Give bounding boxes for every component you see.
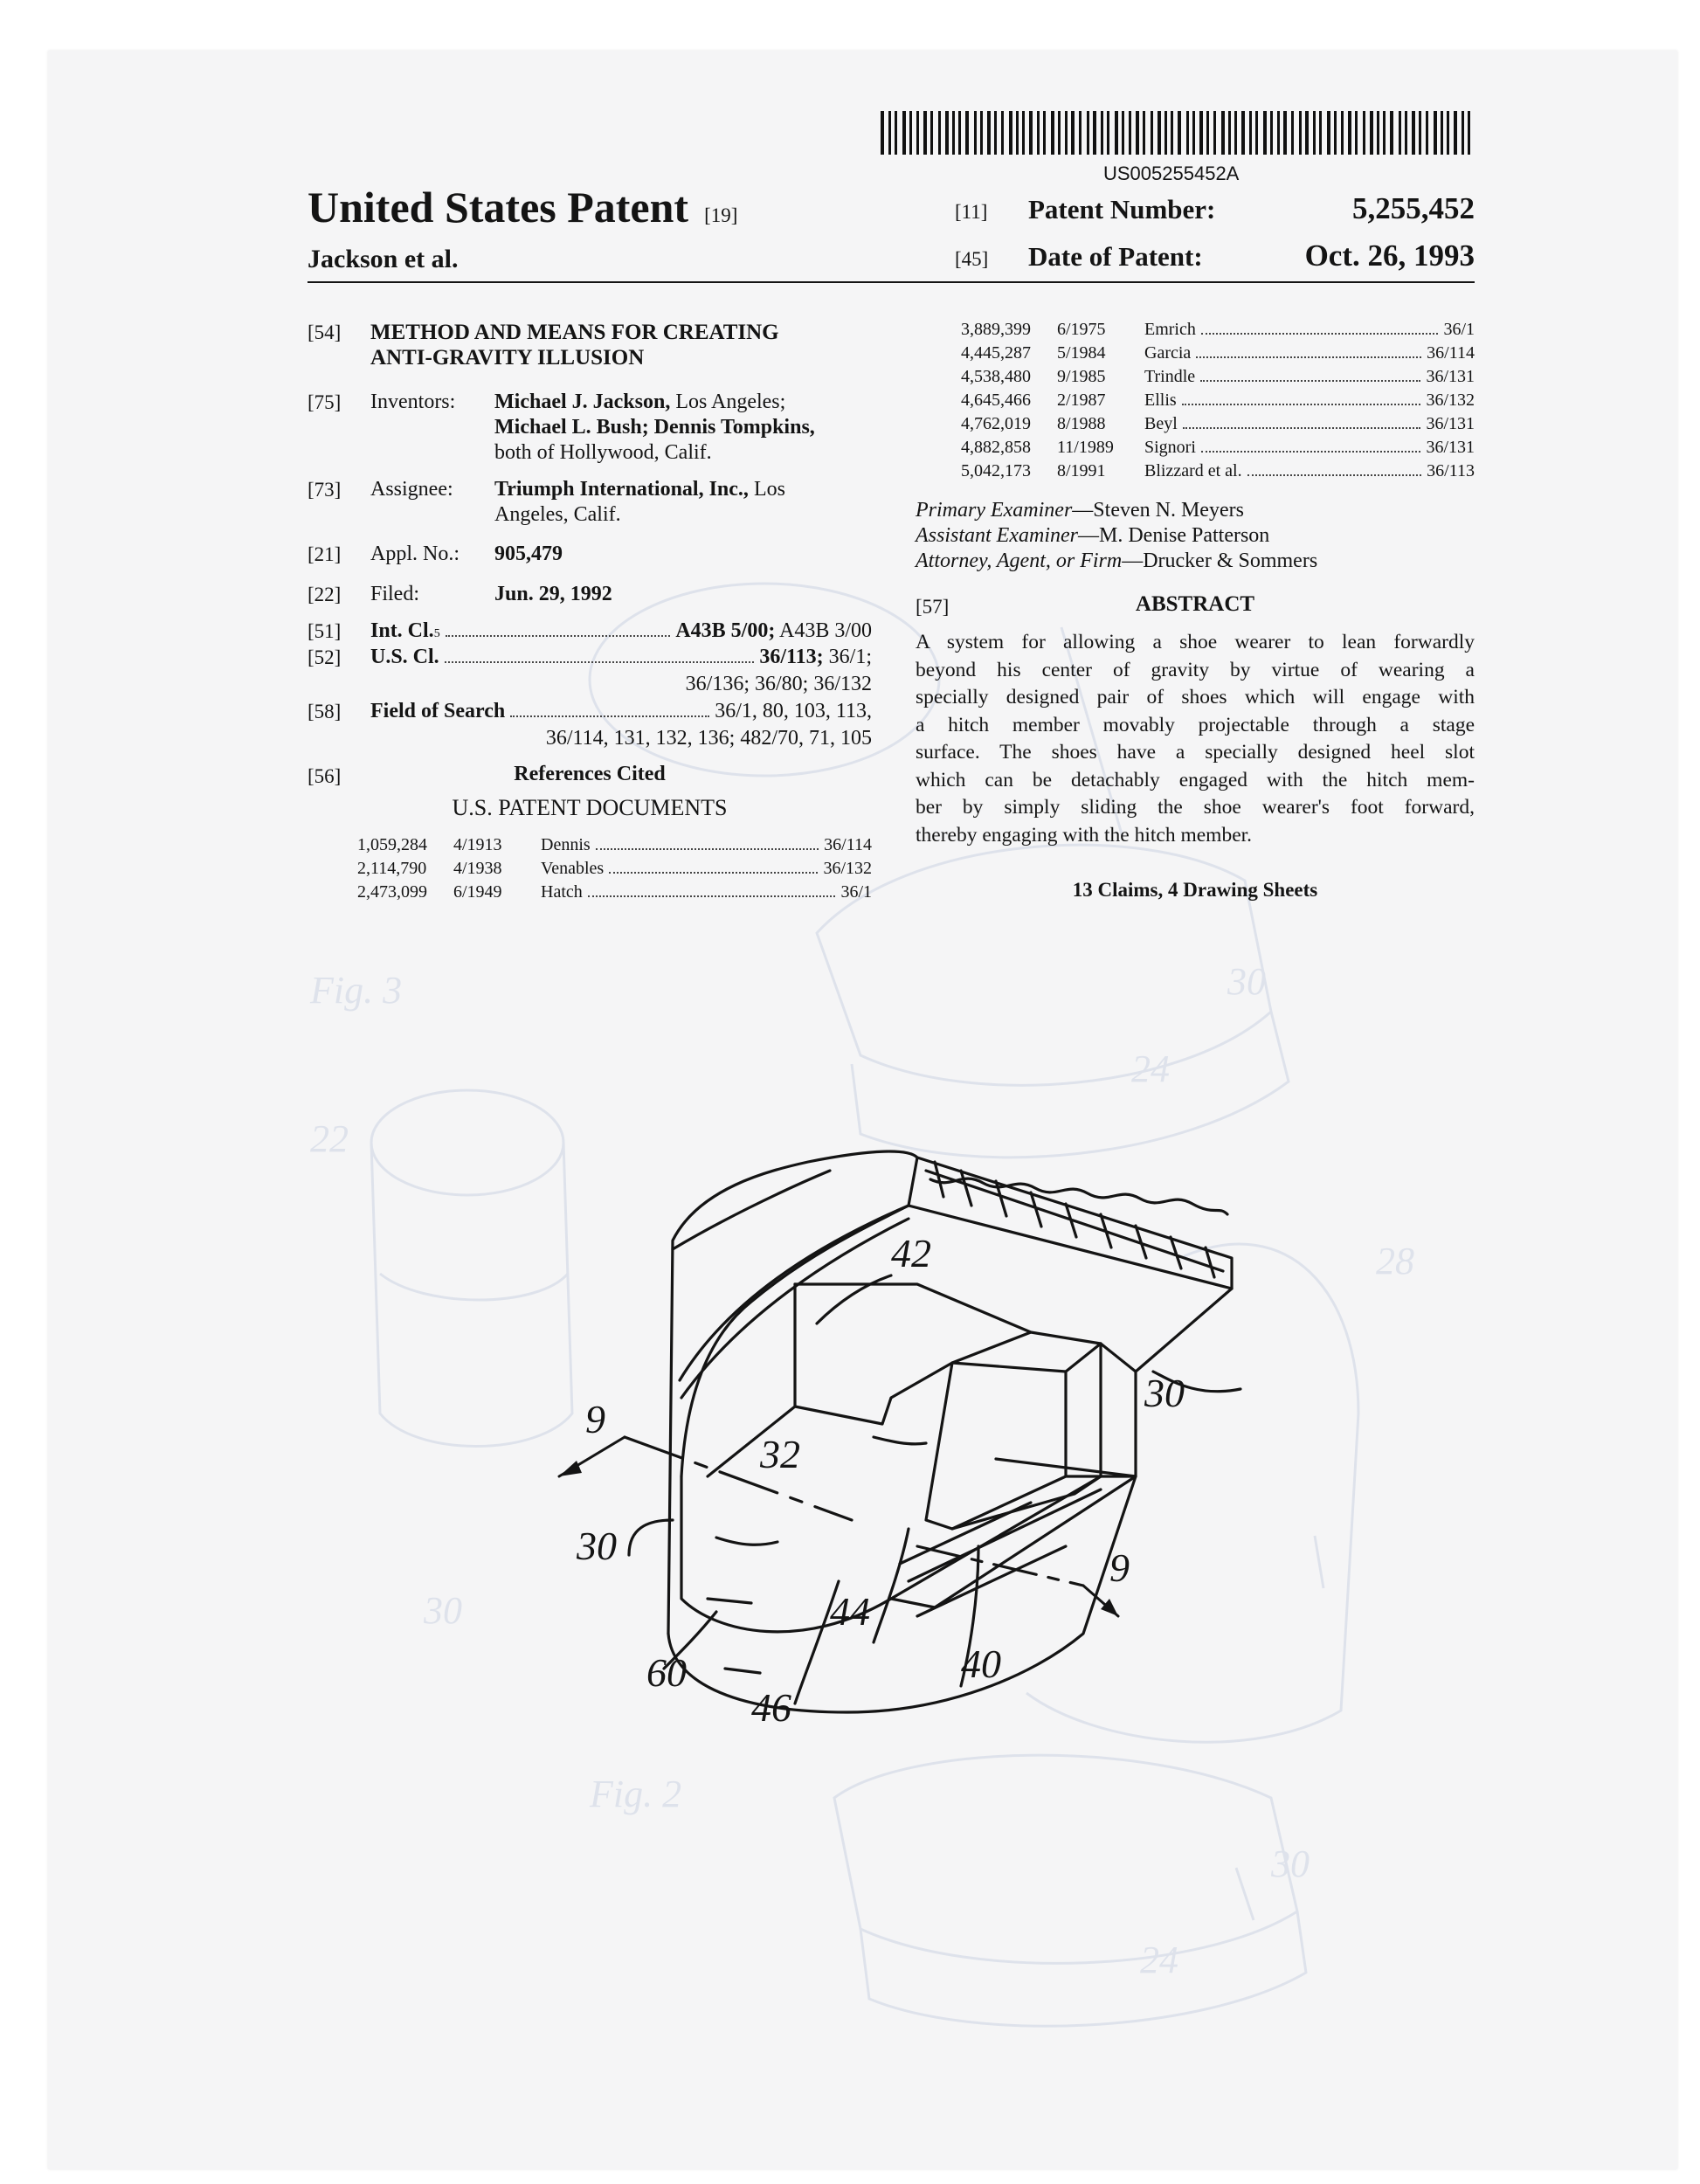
list-item: [961, 365, 1475, 389]
ref-number: 3,889,399: [961, 320, 1031, 339]
ref-label-42: 42: [891, 1231, 931, 1275]
svg-text:28: 28: [1376, 1240, 1414, 1282]
attorney: [916, 549, 1475, 574]
barcode-bar: [1363, 111, 1365, 155]
inventor23-names: Michael L. Bush; Dennis Tompkins,: [494, 416, 815, 439]
ref-label-30-right: 30: [1144, 1371, 1185, 1415]
barcode-bar: [1341, 111, 1344, 155]
barcode-bar: [895, 111, 897, 155]
uscl-row: [370, 645, 872, 670]
uscl-value-rest: 36/1;: [823, 646, 872, 668]
attorney-name: —Drucker & Sommers: [1122, 549, 1318, 572]
patent-number: 5,255,452: [1352, 191, 1475, 225]
barcode-bar: [945, 111, 949, 155]
assistant-examiner: [916, 523, 1475, 549]
barcode-bar: [1291, 111, 1294, 155]
ref-date: 6/1975: [1057, 320, 1106, 339]
sole-outline: [668, 1476, 1136, 1712]
ref-number: 4,882,858: [961, 438, 1031, 457]
barcode-bar: [1454, 111, 1457, 155]
ref-name: Garcia: [1144, 343, 1192, 363]
header-left: [308, 182, 737, 232]
barcode-bar: [1087, 111, 1089, 155]
barcode-bar: [958, 111, 961, 155]
ref-number: 4,538,480: [961, 367, 1031, 386]
abstract-line: beyond his center of gravity by virtue of wearing a: [916, 658, 1475, 681]
leader-42: [817, 1275, 891, 1324]
barcode-bar: [1277, 111, 1280, 155]
svg-text:Fig. 3: Fig. 3: [310, 969, 403, 1012]
refs-subheading: U.S. PATENT DOCUMENTS: [452, 795, 728, 820]
barcode: [881, 111, 1475, 155]
ref-number: 2,473,099: [357, 882, 427, 902]
barcode-bar: [1327, 111, 1330, 155]
svg-text:30: 30: [1271, 1842, 1310, 1885]
barcode-bar: [923, 111, 927, 155]
barcode-bar: [1043, 111, 1046, 155]
ref-label-46: 46: [751, 1685, 791, 1730]
top-strip: [909, 1158, 1232, 1289]
appl-code: [21]: [308, 543, 342, 565]
heel-plate-lines: [900, 1489, 1101, 1616]
ref-date: 4/1938: [453, 859, 502, 878]
intcl-value-bold: A43B 5/00;: [675, 619, 776, 642]
barcode-bar: [930, 111, 933, 155]
leader-dots: [1183, 427, 1421, 429]
svg-text:Fig. 2: Fig. 2: [590, 1773, 682, 1815]
inventor-location: both of Hollywood, Calif.: [494, 441, 712, 464]
inventor1-name: Michael J. Jackson,: [494, 390, 671, 413]
shoe-collar: [668, 1151, 917, 1634]
ref-name: Emrich: [1144, 320, 1196, 339]
barcode-bar: [1355, 111, 1358, 155]
barcode-bar: [952, 111, 955, 155]
right-refs-list: [961, 318, 1475, 483]
ref-name: Ellis: [1144, 390, 1177, 410]
ref-class: 36/132: [1426, 390, 1475, 410]
fos-line2: 36/114, 131, 132, 136; 482/70, 71, 105: [545, 727, 872, 750]
abstract-line: which can be detachably engaged with the hitch mem-: [916, 768, 1475, 791]
title-field-code: [54]: [308, 321, 342, 343]
abstract-line: specially designed pair of shoes which will engage with: [916, 686, 1475, 708]
barcode-bar: [994, 111, 997, 155]
leader-dots: [596, 848, 819, 850]
barcode-bar: [1434, 111, 1437, 155]
leader-dots: [445, 661, 755, 663]
attorney-label: Attorney, Agent, or Firm: [916, 549, 1123, 572]
patent-number-code: [11]: [955, 201, 988, 223]
date-code: [45]: [955, 248, 989, 270]
ref-label-60: 60: [646, 1650, 687, 1695]
abstract-heading: ABSTRACT: [1135, 592, 1255, 616]
barcode-bar: [881, 111, 884, 155]
ref-class: 36/131: [1426, 438, 1475, 457]
examiners: [916, 498, 1475, 574]
uscl-label: U.S. Cl.: [370, 646, 439, 668]
invention-title-line1: METHOD AND MEANS FOR CREATING: [370, 321, 779, 344]
abstract-code: [57]: [916, 596, 950, 618]
barcode-bar: [1071, 111, 1075, 155]
abstract-body: [916, 629, 1475, 849]
fos-code: [58]: [308, 701, 342, 722]
patent-office-title: United States Patent: [308, 183, 689, 232]
ref-date: 2/1987: [1057, 390, 1106, 410]
barcode-bar: [1441, 111, 1443, 155]
date-row: [955, 238, 1475, 276]
ref-date: 11/1989: [1057, 438, 1114, 457]
intcl-label: Int. Cl.: [370, 619, 434, 642]
barcode-bar: [1079, 111, 1082, 155]
abstract-line: a hitch member movably projectable through a stage: [916, 713, 1475, 736]
ref-date: 5/1984: [1057, 343, 1106, 363]
barcode-bar: [1234, 111, 1237, 155]
ref-class: 36/114: [1427, 343, 1475, 363]
intcl-value-rest: A43B 3/00: [775, 619, 872, 642]
barcode-bar: [916, 111, 919, 155]
ref-date: 8/1988: [1057, 414, 1106, 433]
uscl-code: [52]: [308, 646, 342, 668]
ref-number: 5,042,173: [961, 461, 1031, 480]
ref-number: 1,059,284: [357, 835, 427, 854]
inventors-code: [75]: [308, 391, 342, 413]
barcode-bar: [1164, 111, 1167, 155]
leader-dots: [588, 895, 836, 897]
ref-class: 36/131: [1426, 367, 1475, 386]
list-item: [961, 318, 1475, 342]
claims-summary: 13 Claims, 4 Drawing Sheets: [1072, 879, 1318, 901]
leader-dots: [1201, 333, 1439, 335]
barcode-bar: [1115, 111, 1118, 155]
list-item: [357, 881, 872, 904]
uscl-value-bold: 36/113;: [759, 646, 824, 668]
fos-line1: 36/1, 80, 103, 113,: [715, 700, 872, 722]
svg-text:22: 22: [310, 1117, 349, 1160]
barcode-bar: [1206, 111, 1209, 155]
list-item: [961, 460, 1475, 483]
barcode-bar: [1334, 111, 1337, 155]
section-arrowhead-right: [1101, 1599, 1118, 1616]
patent-number-label: Patent Number:: [1028, 194, 1216, 225]
leader-dots: [1201, 451, 1421, 453]
barcode-bar: [1122, 111, 1124, 155]
barcode-bar: [1158, 111, 1161, 155]
primary-examiner: [916, 498, 1475, 523]
barcode-bar: [1377, 111, 1379, 155]
ref-name: Venables: [541, 859, 605, 878]
barcode-bar: [1136, 111, 1139, 155]
patent-number-row: [955, 191, 1475, 229]
assignee-label: Assignee:: [370, 478, 453, 501]
inventor-short: Jackson et al.: [308, 245, 459, 273]
barcode-bar: [987, 111, 991, 155]
barcode-bar: [1405, 111, 1407, 155]
leader-dots: [446, 635, 671, 637]
ref-name: Trindle: [1144, 367, 1196, 386]
refs-code: [56]: [308, 765, 342, 787]
barcode-bar: [1192, 111, 1195, 155]
abstract-line: ber by simply sliding the shoe wearer's foot forward,: [916, 796, 1475, 819]
barcode-bar: [1199, 111, 1203, 155]
appl-number: 905,479: [494, 543, 563, 565]
assignee-code: [73]: [308, 479, 342, 501]
leader-dots: [1200, 380, 1420, 382]
barcode-bar: [1283, 111, 1287, 155]
ref-name: Dennis: [541, 835, 591, 854]
barcode-bar: [974, 111, 977, 155]
list-item: [961, 436, 1475, 460]
leader-dots: [510, 715, 709, 717]
svg-text:30: 30: [424, 1589, 462, 1632]
section-line: [625, 1437, 852, 1520]
ref-name: Hatch: [541, 882, 583, 902]
list-item: [961, 412, 1475, 436]
assignee-value: [494, 477, 872, 528]
ref-date: 8/1991: [1057, 461, 1106, 480]
barcode-bar: [1348, 111, 1351, 155]
leader-30-left: [629, 1520, 673, 1555]
barcode-bar: [1426, 111, 1428, 155]
ref-name: Blizzard et al.: [1144, 461, 1242, 480]
filed-code: [22]: [308, 584, 342, 605]
intcl-row: [370, 619, 872, 646]
ref-number: 4,645,466: [961, 390, 1031, 410]
ref-date: 9/1985: [1057, 367, 1106, 386]
barcode-bar: [1129, 111, 1131, 155]
barcode-bar: [1151, 111, 1153, 155]
primary-examiner-label: Primary Examiner: [916, 499, 1073, 522]
ref-date: 6/1949: [453, 882, 502, 902]
svg-text:24: 24: [1131, 1047, 1170, 1090]
barcode-bar: [1051, 111, 1054, 155]
ref-class: 36/1: [840, 882, 872, 902]
title-code: [19]: [704, 204, 738, 226]
barcode-bar: [1065, 111, 1068, 155]
barcode-bar: [1037, 111, 1040, 155]
barcode-bar: [1419, 111, 1421, 155]
barcode-bar: [902, 111, 906, 155]
assignee-place2: Angeles, Calif.: [494, 503, 621, 526]
cavity-ledge: [795, 1332, 1031, 1424]
barcode-bar: [1029, 111, 1033, 155]
ref-name: Signori: [1144, 438, 1196, 457]
barcode-bar: [1241, 111, 1245, 155]
fos-label: Field of Search: [370, 700, 506, 722]
inventors-value: [494, 390, 872, 466]
ref-number: 4,445,287: [961, 343, 1031, 363]
left-refs-list: [357, 833, 872, 904]
ref-number: 2,114,790: [357, 859, 427, 878]
abstract-line: surface. The shoes have a specially designed heel slot: [916, 741, 1475, 764]
primary-examiner-name: —Steven N. Meyers: [1072, 499, 1244, 522]
section-arrowhead-left: [559, 1461, 582, 1476]
ref-label-32: 32: [760, 1432, 800, 1476]
leader-dots: [1196, 356, 1421, 358]
barcode-bar: [1249, 111, 1252, 155]
assistant-examiner-label: Assistant Examiner: [916, 524, 1078, 547]
barcode-bar: [1213, 111, 1216, 155]
barcode-bar: [1101, 111, 1103, 155]
leader-44: [874, 1529, 909, 1642]
ref-label-9-right: 9: [1109, 1545, 1130, 1590]
leader-32: [874, 1437, 926, 1444]
patent-date: Oct. 26, 1993: [1304, 238, 1475, 273]
barcode-bar: [1143, 111, 1145, 155]
barcode-bar: [1319, 111, 1322, 155]
leader-dots: [1182, 404, 1421, 405]
date-label: Date of Patent:: [1028, 241, 1203, 272]
header-rule: [308, 281, 1475, 283]
barcode-bar: [1171, 111, 1173, 155]
barcode-bar: [1001, 111, 1004, 155]
refs-heading: References Cited: [514, 763, 666, 785]
list-item: [961, 342, 1475, 365]
filed-date: Jun. 29, 1992: [494, 583, 612, 605]
assignee-name: Triumph International, Inc.,: [494, 478, 749, 501]
barcode-bar: [1399, 111, 1401, 155]
svg-text:24: 24: [1140, 1939, 1178, 1981]
barcode-bar: [1178, 111, 1181, 155]
ref-class: 36/114: [824, 835, 872, 854]
barcode-bar: [1228, 111, 1231, 155]
barcode-bar: [1299, 111, 1302, 155]
barcode-bar: [938, 111, 941, 155]
barcode-bar: [1370, 111, 1373, 155]
intcl-sup: 5: [433, 627, 440, 640]
barcode-bar: [1016, 111, 1019, 155]
barcode-bar: [909, 111, 912, 155]
barcode-bar: [1447, 111, 1449, 155]
leader-dots: [1247, 474, 1422, 476]
appl-label: Appl. No.:: [370, 543, 460, 565]
barcode-bar: [1462, 111, 1464, 155]
leader-dots: [609, 872, 818, 874]
barcode-bar: [980, 111, 983, 155]
inventor1-place: Los Angeles;: [670, 390, 786, 413]
ref-label-44: 44: [830, 1589, 870, 1634]
barcode-bar: [1022, 111, 1025, 155]
barcode-bar: [1383, 111, 1386, 155]
list-item: [357, 857, 872, 881]
ref-label-40: 40: [961, 1641, 1001, 1686]
barcode-bar: [1221, 111, 1225, 155]
barcode-bar: [1255, 111, 1258, 155]
list-item: [961, 389, 1475, 412]
assignee-place1: Los: [748, 478, 785, 501]
heel-wall-right: [996, 1289, 1232, 1476]
barcode-bar: [1305, 111, 1309, 155]
abstract-line: thereby engaging with the hitch member.: [916, 823, 1253, 847]
barcode-bar: [888, 111, 891, 155]
barcode-bar: [1186, 111, 1189, 155]
inventors-label: Inventors:: [370, 390, 456, 413]
fos-row: [370, 699, 872, 724]
list-item: [357, 833, 872, 857]
ref-label-30-left: 30: [577, 1524, 617, 1568]
ref-class: 36/113: [1427, 461, 1475, 480]
patent-drawing: [542, 1109, 1258, 1756]
barcode-bar: [1270, 111, 1273, 155]
barcode-bar: [1412, 111, 1415, 155]
invention-title-line2: ANTI-GRAVITY ILLUSION: [370, 346, 645, 370]
svg-text:30: 30: [1227, 960, 1266, 1003]
barcode-bar: [1009, 111, 1012, 155]
ref-class: 36/1: [1443, 320, 1475, 339]
barcode-bar: [1263, 111, 1267, 155]
ref-class: 36/131: [1426, 414, 1475, 433]
barcode-number: US005255452A: [1103, 162, 1240, 184]
barcode-bar: [1468, 111, 1470, 155]
invention-title: [370, 320, 779, 370]
uscl-line2: 36/136; 36/80; 36/132: [685, 673, 872, 695]
barcode-bar: [1093, 111, 1096, 155]
barcode-bar: [1313, 111, 1316, 155]
ref-label-9-left: 9: [585, 1397, 605, 1441]
ref-name: Beyl: [1144, 414, 1178, 433]
intcl-code: [51]: [308, 620, 342, 642]
assistant-examiner-name: —M. Denise Patterson: [1078, 524, 1270, 547]
barcode-bar: [1058, 111, 1061, 155]
ref-class: 36/132: [823, 859, 872, 878]
barcode-bar: [1107, 111, 1109, 155]
barcode-bar: [965, 111, 969, 155]
ref-number: 4,762,019: [961, 414, 1031, 433]
sole-lines: [708, 1538, 777, 1673]
abstract-line: A system for allowing a shoe wearer to lean forwardly: [916, 631, 1475, 653]
filed-label: Filed:: [370, 583, 420, 605]
barcode-bar: [1390, 111, 1393, 155]
ref-date: 4/1913: [453, 835, 502, 854]
